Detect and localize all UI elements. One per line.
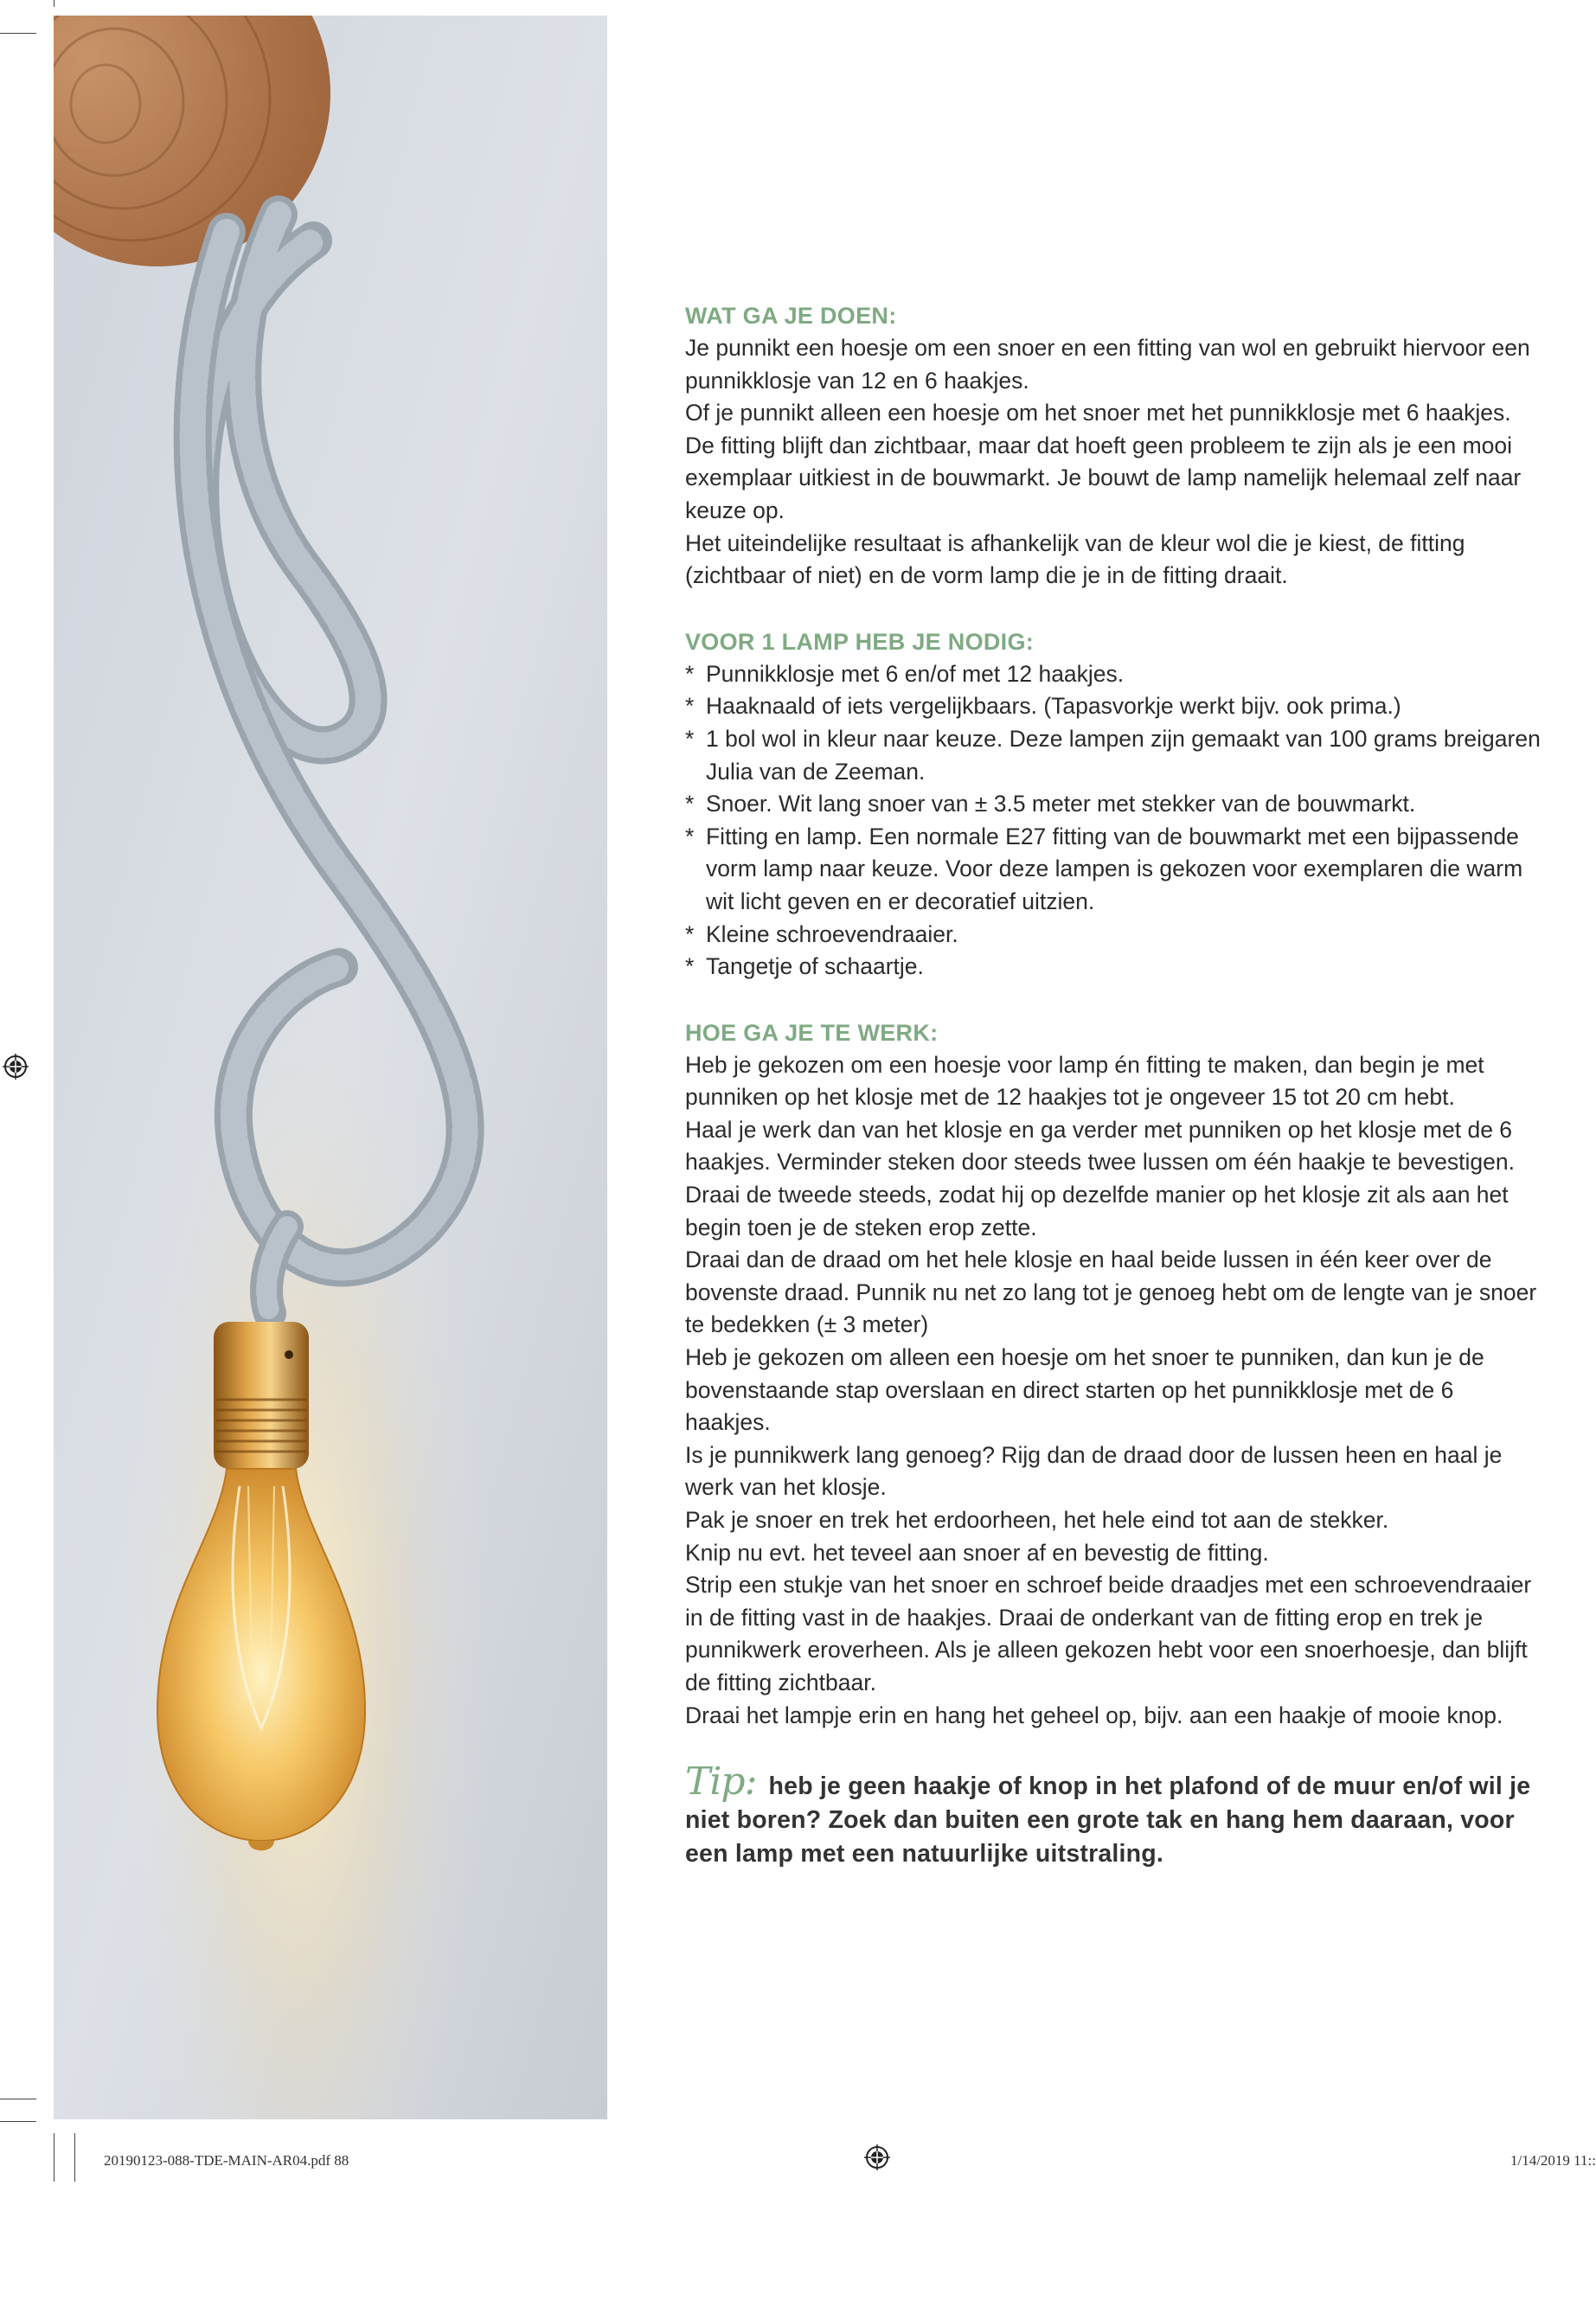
tip-callout xyxy=(685,1759,1542,1871)
article-body xyxy=(685,299,1542,1896)
brass-fitting xyxy=(214,1322,309,1469)
bullet-asterisk: * xyxy=(685,823,695,849)
paragraph: Strip een stukje van het snoer en schroef beide draadjes met een schroevendraaier in de fitting vast in de haakjes. Draai de onderkant van de fitting erop en trek je punnikwerk eroverheen. Als je alleen gekozen hebt voor een snoerhoesje, dan blijft de fitting zichtbaar. xyxy=(685,1572,1532,1695)
crop-mark xyxy=(0,33,36,34)
spacer xyxy=(685,984,1542,1016)
paragraph: Heb je gekozen om een hoesje voor lamp én fitting te maken, dan begin je met punniken op het klosje met de 12 haakjes tot je ongeveer 15 tot 20 cm hebt. xyxy=(685,1051,1484,1111)
paragraph: Pak je snoer en trek het erdoorheen, het hele eind tot aan de stekker. xyxy=(685,1507,1389,1533)
list-item: * Snoer. Wit lang snoer van ± 3.5 meter met stekker van de bouwmarkt. xyxy=(685,788,1542,821)
bullet-asterisk: * xyxy=(685,693,695,720)
paragraph: De fitting blijft dan zichtbaar, maar dat hoeft geen probleem te zijn als je een mooi exemplaar uitkiest in de bouwmarkt. Je bouwt de lamp namelijk helemaal zelf naar keuze op. xyxy=(685,432,1522,523)
paragraph: Draai het lampje erin en hang het geheel op, bijv. aan een haakje of mooie knop. xyxy=(685,1702,1503,1728)
lamp-photo xyxy=(54,16,607,2119)
bullet-asterisk: * xyxy=(685,791,695,817)
slug-filename: 20190123-088-TDE-MAIN-AR04.pdf 88 xyxy=(104,2152,349,2169)
section-heading-voor-1-lamp: VOOR 1 LAMP HEB JE NODIG: xyxy=(685,628,1035,655)
list-item: * Punnikklosje met 6 en/of met 12 haakjes. xyxy=(685,658,1542,691)
paragraph: Het uiteindelijke resultaat is afhankelijk van de kleur wol die je kiest, de fitting (zichtbaar of niet) en de vorm lamp die je in de fitting draait. xyxy=(685,529,1465,589)
registration-mark-icon xyxy=(3,1054,29,1080)
list-item: * Haaknaald of iets vergelijkbaars. (Tapasvorkje werkt bijv. ook prima.) xyxy=(685,690,1542,723)
knitted-cord-lamp-illustration xyxy=(54,16,607,2119)
section-heading-hoe-ga-je-te-werk: HOE GA JE TE WERK: xyxy=(685,1019,939,1046)
bullet-asterisk: * xyxy=(685,725,695,752)
spacer xyxy=(685,593,1542,625)
tip-label: Tip: xyxy=(685,1759,757,1804)
paragraph: Haal je werk dan van het klosje en ga verder met punniken op het klosje met de 6 haakjes. Verminder steken door steeds twee lussen om één haakje te bevestigen. Draai de tweede steeds, zodat hij op dezelfde manier op het klosje zit als aan het begin toen je de steken erop zette. xyxy=(685,1116,1515,1240)
paragraph: Is je punnikwerk lang genoeg? Rijg dan de draad door de lussen heen en haal je werk van het klosje. xyxy=(685,1441,1503,1501)
list-item: * Tangetje of schaartje. xyxy=(685,951,1542,984)
paragraph: Heb je gekozen om alleen een hoesje om het snoer te punniken, dan kun je de bovenstaande stap overslaan en direct starten op het punnikklosje met de 6 haakjes. xyxy=(685,1344,1484,1436)
list-item: * 1 bol wol in kleur naar keuze. Deze lampen zijn gemaakt van 100 grams breigaren Julia van de Zeeman. xyxy=(685,723,1542,788)
paragraph: Of je punnikt alleen een hoesje om het snoer met het punnikklosje met 6 haakjes. xyxy=(685,400,1511,426)
bullet-asterisk: * xyxy=(685,953,695,980)
section-heading-wat-ga-je-doen: WAT GA JE DOEN: xyxy=(685,303,897,329)
list-item: * Fitting en lamp. Een normale E27 fitting van de bouwmarkt met een bijpassende vorm lamp naar keuze. Voor deze lampen is gekozen voor exemplaren die warm wit licht geven en er decoratief uitzien. xyxy=(685,821,1542,919)
paragraph: Knip nu evt. het teveel aan snoer af en bevestig de fitting. xyxy=(685,1539,1269,1566)
bullet-asterisk: * xyxy=(685,660,695,687)
crop-mark xyxy=(0,2121,36,2122)
paragraph: Je punnikt een hoesje om een snoer en een fitting van wol en gebruikt hiervoor een punnikklosje van 12 en 6 haakjes. xyxy=(685,335,1530,394)
materials-list xyxy=(685,658,1542,984)
slug-date: 1/14/2019 11:: xyxy=(1509,2152,1596,2169)
print-slug xyxy=(0,2137,1596,2180)
tip-text: heb je geen haakje of knop in het plafond of de muur en/of wil je niet boren? Zoek dan buiten een grote tak en hang hem daaraan, voor een lamp met een natuurlijke uitstraling. xyxy=(685,1772,1531,1868)
paragraph: Draai dan de draad om het hele klosje en haal beide lussen in één keer over de bovenste draad. Punnik nu net zo lang tot je genoeg hebt om de lengte van je snoer te bedekken (± 3 meter) xyxy=(685,1247,1537,1338)
bullet-asterisk: * xyxy=(685,920,695,947)
list-item: * Kleine schroevendraaier. xyxy=(685,919,1542,952)
